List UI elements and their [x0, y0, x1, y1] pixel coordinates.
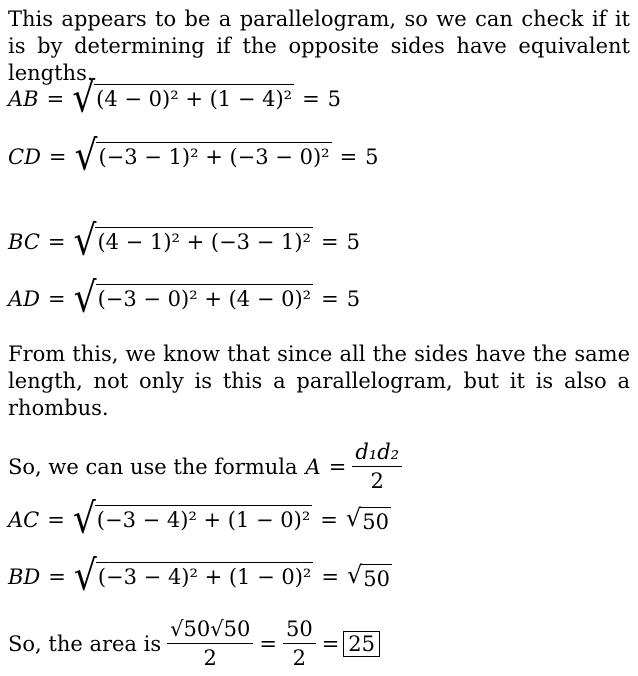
formula-lhs: A: [305, 454, 321, 479]
eq-bd-result-sqrt: √ 50: [346, 560, 390, 591]
area-numerator-2: 50: [283, 617, 316, 644]
formula-line: So, we can use the formula A = $\frac{\text{d₁d₂}}{2}$: [8, 440, 408, 493]
eq-ac-lhs: AC: [8, 508, 40, 532]
eq-cd-radicand: (−3 − 1)² + (−3 − 0)²: [96, 142, 331, 172]
formula-numerator: d₁d₂: [352, 440, 402, 467]
eq-ab-radicand: (4 − 0)² + (1 − 4)²: [94, 84, 294, 114]
area-line: So, the area is $\frac{√50√50}{2}$ = $\frac{50}{2}$ = 25: [8, 617, 380, 670]
eq-ad-radicand: (−3 − 0)² + (4 − 0)²: [96, 284, 314, 314]
eq-bd-lhs: BD: [8, 565, 41, 589]
eq-ad-sqrt: √ (−3 − 0)² + (4 − 0)²: [73, 274, 312, 322]
equation-ac: AC = √ (−3 − 4)² + (1 − 0)² = √ 50: [8, 495, 389, 543]
equation-bd: BD = √ (−3 − 4)² + (1 − 0)² = √ 50: [8, 552, 390, 600]
eq-ad-result: 5: [346, 287, 361, 311]
eq-bc-lhs: BC: [8, 230, 40, 254]
area-fraction-1: [167, 617, 253, 670]
area-denominator-1: 2: [203, 646, 217, 670]
eq-ab-result: 5: [327, 87, 342, 111]
eq-cd-result: 5: [365, 145, 379, 169]
equation-bc: BC = √ (4 − 1)² + (−3 − 1)² = 5: [8, 217, 360, 265]
area-intro: So, the area is: [8, 631, 162, 656]
equation-ab: AB = √ (4 − 0)² + (1 − 4)² = 5: [8, 74, 342, 122]
formula-denominator: 2: [370, 469, 384, 493]
formula-fraction: [352, 440, 402, 493]
intro-paragraph: This appears to be a parallelogram, so we can check if it is by determining if the opposite sides have equivalent lengths.: [8, 7, 630, 85]
eq-ab-lhs: AB: [8, 87, 39, 111]
equation-ad: AD = √ (−3 − 0)² + (4 − 0)² = 5: [8, 274, 361, 322]
area-denominator-2: 2: [292, 646, 306, 670]
eq-bc-sqrt: √ (4 − 1)² + (−3 − 1)²: [73, 217, 311, 265]
eq-ac-radicand: (−3 − 4)² + (1 − 0)²: [95, 505, 313, 535]
eq-cd-lhs: CD: [8, 145, 41, 169]
eq-bd-radicand: (−3 − 4)² + (1 − 0)²: [96, 562, 314, 592]
eq-bc-result: 5: [346, 230, 360, 254]
area-numerator-1: √50√50: [167, 617, 253, 644]
eq-ac-result-sqrt: √ 50: [345, 503, 389, 534]
eq-ad-lhs: AD: [8, 287, 41, 311]
eq-bd-result: 50: [361, 564, 392, 591]
area-answer-box: 25: [343, 631, 380, 657]
equation-cd: CD = √ (−3 − 1)² + (−3 − 0)² = 5: [8, 132, 379, 180]
eq-bd-sqrt: √ (−3 − 4)² + (1 − 0)²: [73, 552, 312, 600]
eq-ac-result: 50: [360, 507, 391, 534]
eq-cd-sqrt: √ (−3 − 1)² + (−3 − 0)²: [74, 132, 330, 180]
eq-bc-radicand: (4 − 1)² + (−3 − 1)²: [95, 227, 313, 257]
eq-ab-sqrt: √ (4 − 0)² + (1 − 4)²: [72, 74, 293, 122]
conclusion-paragraph: From this, we know that since all the sides have the same length, not only is this a parallelogram, but it is also a rhombus.: [8, 342, 630, 420]
formula-intro: So, we can use the formula: [8, 454, 298, 479]
area-fraction-2: [283, 617, 316, 670]
eq-ac-sqrt: √ (−3 − 4)² + (1 − 0)²: [72, 495, 311, 543]
